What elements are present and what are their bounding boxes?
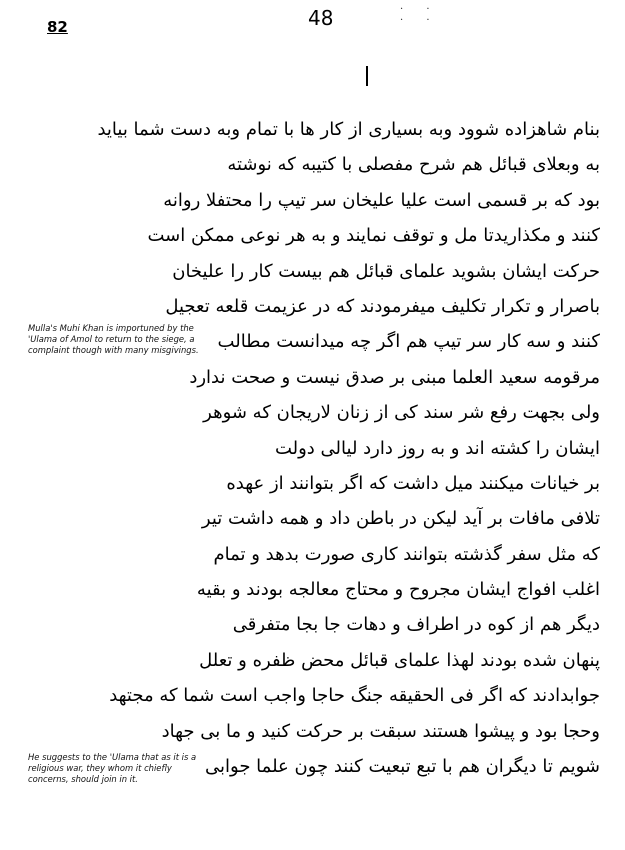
scan-speckles: · · · · bbox=[400, 4, 440, 26]
text-line: بود که بر قسمی است علیا علیخان سر تیپ را محتفلا روانه bbox=[163, 189, 600, 211]
text-line: که مثل سفر گذشته بتوانند کاری صورت بدهد و تمام bbox=[213, 543, 600, 565]
text-line: کنند و سه کار سر تیپ هم اگر چه میدانست مطالب bbox=[217, 331, 600, 353]
text-line: مرقومه سعید العلما مبنی بر صدق نیست و صحت ندارد bbox=[189, 366, 600, 388]
text-line: حرکت ایشان بشوید علمای قبائل هم بیست کار را علیخان bbox=[172, 260, 600, 282]
text-line: اغلب افواج ایشان مجروح و محتاج معالجه بودند و بقیه bbox=[196, 579, 600, 601]
text-line: جوابدادند که اگر فی الحقیقه جنگ حاجا واجب است شما که مجتهد bbox=[109, 685, 600, 707]
folio-number-center: 48 bbox=[308, 6, 334, 30]
text-line: باصرار و تکرار تکلیف میفرمودند که در عزیمت قلعه تعجیل bbox=[165, 295, 600, 317]
text-line: ولی بجهت رفع شر سند کی از زنان لاریجان که شوهر bbox=[203, 402, 600, 424]
text-line: تلافی مافات بر آید لیکن در باطن داد و همه داشت تیر bbox=[201, 508, 600, 530]
text-line: کنند و مکذاریدتا مل و توقف نمایند و به هر نوعی ممکن است bbox=[147, 225, 600, 247]
margin-note-1: Mulla's Muhi Khan is importuned by the 'Ulama of Amol to return to the siege, a complaint though with many misgivings. bbox=[28, 323, 199, 355]
folio-number-left: 82 bbox=[47, 18, 68, 36]
text-line: بنام شاهزاده شوود وبه بسیاری از کار ها با تمام وبه دست شما بیاید bbox=[97, 119, 600, 140]
text-line: شویم تا دیگران هم با تبع تبعیت کنند چون علما جوابی bbox=[205, 756, 600, 778]
text-line: ایشان را کشته اند و به روز دارد لیالی دولت bbox=[274, 437, 600, 459]
text-line: وحجا بود و پیشوا هستند سبقت بر حرکت کنید و ما بی جهاد bbox=[161, 720, 600, 742]
text-line: به وبعلای قبائل هم شرح مفصلی با کتیبه که نوشته bbox=[227, 154, 600, 176]
text-line: پنهان شده بودند لهذا علمای قبائل محض ظفره و تعلل bbox=[199, 649, 600, 671]
text-line: دیگر هم از کوه در اطراف و دهات جا بجا متفرقی bbox=[232, 614, 600, 636]
pencil-mark bbox=[366, 66, 368, 86]
text-line: بر خیانات میکنند میل داشت که اگر بتوانند از عهده bbox=[226, 472, 600, 494]
margin-note-2: He suggests to the 'Ulama that as it is a religious war, they whom it chiefly concerns, should join in it. bbox=[28, 752, 197, 784]
